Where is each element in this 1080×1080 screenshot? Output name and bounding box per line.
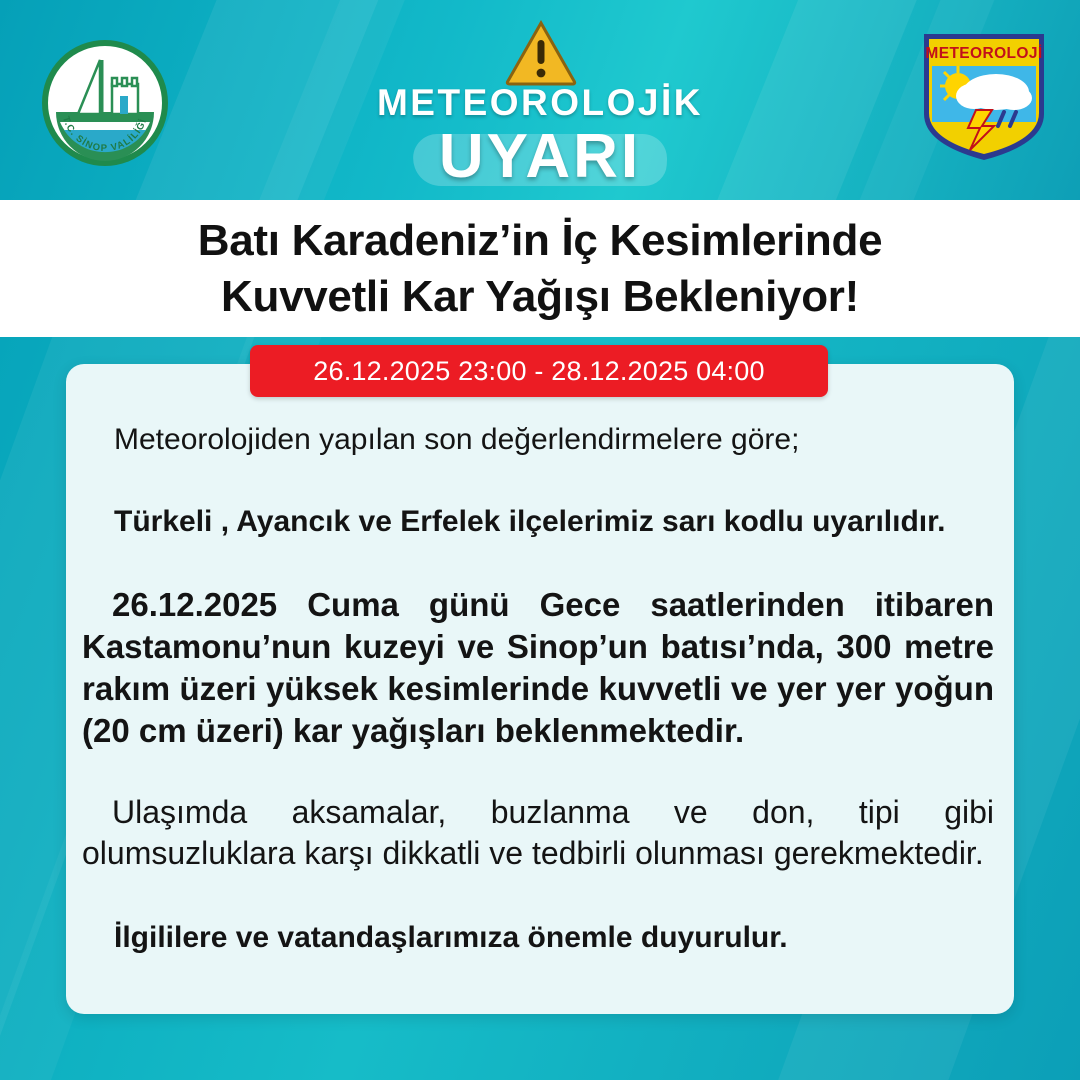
paragraph-main-forecast: 26.12.2025 Cuma günü Gece saatlerinden itibaren Kastamonu’nun kuzeyi ve Sinop’un batısı’nda, 300 metre rakım üzeri yüksek kesimlerinde kuvvetli ve yer yer yoğun (20 cm üzeri) kar yağışları beklenmektedir. — [82, 586, 994, 749]
page-title — [0, 200, 1080, 337]
svg-text:METEOROLOJİ: METEOROLOJİ — [925, 45, 1043, 62]
meteoroloji-logo — [918, 28, 1050, 164]
paragraph-intro: Meteorolojiden yapılan son değerlendirmelere göre; — [114, 423, 800, 456]
svg-text:T.C. SİNOP VALİLİĞİ: T.C. SİNOP VALİLİĞİ — [60, 115, 150, 155]
sinop-governorship-logo — [40, 38, 170, 168]
warning-triangle-icon — [505, 20, 577, 86]
paragraph-closing: İlgililere ve vatandaşlarımıza önemle duyurulur. — [114, 921, 788, 954]
paragraph-yellow-code: Türkeli , Ayancık ve Erfelek ilçelerimiz sarı kodlu uyarılıdır. — [114, 505, 946, 538]
header-band — [0, 0, 1080, 200]
header-kicker: METEOROLOJİK — [376, 82, 704, 123]
paragraph-caution: Ulaşımda aksamalar, buzlanma ve don, tipi gibi olumsuzluklara karşı dikkatli ve tedbirli olunması gerekmektedir. — [82, 794, 994, 871]
page-title-line2: Kuvvetli Kar Yağışı Bekleniyor! — [221, 271, 859, 321]
date-range-badge: 26.12.2025 23:00 - 28.12.2025 04:00 — [250, 345, 828, 397]
header-title-brush — [413, 122, 667, 192]
announcement-content — [76, 420, 1004, 957]
header-title: UYARI — [438, 122, 642, 191]
page-title-line1: Batı Karadeniz’in İç Kesimlerinde — [197, 215, 883, 265]
